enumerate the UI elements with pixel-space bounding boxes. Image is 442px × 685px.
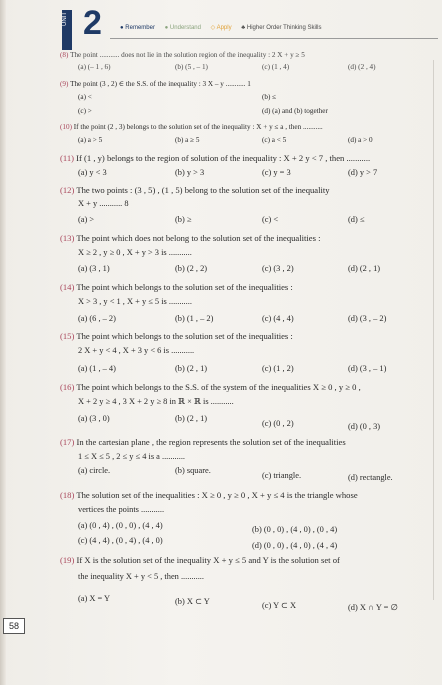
option-c: (c) >: [78, 107, 92, 115]
option-a: (a) (3 , 0): [78, 414, 110, 423]
option-c: (c) (0 , 2): [262, 419, 294, 428]
option-b: (b) (5 , – 1): [175, 63, 208, 71]
question-number: (11): [60, 153, 74, 163]
question-stem: The point (3 , 2) ∈ the S.S. of the inequality : 3 X – y ........... 1: [70, 80, 251, 88]
question-stem: If the point (2 , 3) belongs to the solution set of the inequality : X + y ≤ a , then ...........: [73, 123, 323, 131]
question-stem: If (1 , y) belongs to the region of solution of the inequality : X + 2 y < 7 , then ...........: [76, 153, 371, 163]
question-number: (12): [60, 185, 75, 195]
option-b: (b) (2 , 1): [175, 364, 208, 373]
option-b: (b) (1 , – 2): [175, 314, 214, 323]
option-b: (b) (0 , 0) , (4 , 0) , (0 , 4): [252, 525, 338, 534]
question-number: (14): [60, 282, 75, 292]
question-9: [60, 79, 251, 90]
option-a: (a) (1 , – 4): [78, 364, 116, 373]
question-stem-line-2: 1 ≤ X ≤ 5 , 2 ≤ y ≤ 4 is a ...........: [78, 452, 186, 461]
question-stem-line-2: the inequality X + y < 5 , then ...........: [78, 572, 204, 581]
option-c: (c) (1 , 2): [262, 364, 294, 373]
question-stem: The point which belongs to the solution set of the inequalities :: [76, 331, 293, 341]
option-d: (d) (3 , – 2): [348, 314, 387, 323]
question-stem-line-2: X > 3 , y < 1 , X + y ≤ 5 is ...........: [78, 297, 192, 306]
option-c: (c) (3 , 2): [262, 264, 294, 273]
question-stem-line-2: X ≥ 2 , y ≥ 0 , X + y > 3 is ...........: [78, 248, 192, 257]
question-15: [60, 331, 293, 342]
difficulty-legend: [120, 24, 329, 31]
option-b: (b) X ⊂ Y: [175, 597, 210, 606]
option-d: (d) y > 7: [348, 168, 378, 177]
right-margin-line: [433, 60, 434, 600]
header-rule: [110, 38, 438, 39]
question-stem: The point which does not belong to the solution set of the inequalities :: [76, 233, 321, 243]
page-number: 58: [3, 618, 25, 634]
option-a: (a) (3 , 1): [78, 264, 110, 273]
option-c: (c) (1 , 4): [262, 63, 290, 71]
question-number: (16): [60, 382, 75, 392]
option-d: (d) a > 0: [348, 136, 373, 144]
legend-higher-order: ♣ Higher Order Thinking Skills: [241, 25, 322, 31]
question-number: (10): [60, 123, 72, 131]
question-number: (13): [60, 233, 75, 243]
option-c: (c) y = 3: [262, 168, 291, 177]
option-a: (a) >: [78, 215, 95, 224]
question-stem: If X is the solution set of the inequality X + y ≤ 5 and Y is the solution set of: [76, 555, 340, 565]
question-18: [60, 490, 358, 501]
option-b: (b) (2 , 1): [175, 414, 208, 423]
option-d: (d) (0 , 3): [348, 422, 381, 431]
question-number: (9): [60, 80, 69, 88]
legend-understand: ● Understand: [164, 25, 201, 31]
legend-remember: ● Remember: [120, 25, 155, 31]
question-number: (8): [60, 51, 69, 59]
question-12: [60, 185, 330, 196]
question-stem-line-2: X + y ........... 8: [78, 199, 129, 208]
unit-number: 2: [83, 4, 102, 42]
option-a: (a) (6 , – 2): [78, 314, 116, 323]
option-d: (d) (3 , – 1): [348, 364, 387, 373]
option-b: (b) a ≥ 5: [175, 136, 200, 144]
page-fold-shadow: [0, 0, 6, 685]
question-number: (17): [60, 437, 75, 447]
option-a: (a) (0 , 4) , (0 , 0) , (4 , 4): [78, 521, 163, 530]
legend-apply: ◇ Apply: [210, 25, 232, 31]
option-a: (a) <: [78, 93, 92, 101]
option-c: (c) <: [262, 215, 279, 224]
option-a: (a) a > 5: [78, 136, 103, 144]
option-c: (c) (4 , 4) , (0 , 4) , (4 , 0): [78, 536, 163, 545]
option-d: (d) rectangle.: [348, 473, 393, 482]
option-d: (d) ≤: [348, 215, 365, 224]
question-stem: The two points : (3 , 5) , (1 , 5) belong to the solution set of the inequality: [76, 185, 330, 195]
question-stem-line-2: 2 X + y < 4 , X + 3 y < 6 is ...........: [78, 346, 195, 355]
option-a: (a) (– 1 , 6): [78, 63, 111, 71]
question-stem-line-2: X + 2 y ≥ 4 , 3 X + 2 y ≥ 8 in ℝ × ℝ is ...........: [78, 397, 234, 406]
option-d: (d) (2 , 4): [348, 63, 376, 71]
question-11: [60, 153, 370, 164]
question-19: [60, 555, 340, 566]
option-a: (a) y < 3: [78, 168, 107, 177]
question-stem-line-2: vertices the points ...........: [78, 505, 165, 514]
question-stem: The point which belongs to the S.S. of the system of the inequalities X ≥ 0 , y ≥ 0 ,: [76, 382, 361, 392]
option-c: (c) (4 , 4): [262, 314, 294, 323]
unit-label: UNIT: [62, 12, 68, 26]
option-c: (c) Y ⊂ X: [262, 601, 297, 610]
question-stem: The solution set of the inequalities : X ≥ 0 , y ≥ 0 , X + y ≤ 4 is the triangle whose: [76, 490, 358, 500]
question-10: [60, 122, 323, 133]
option-d: (d) (0 , 0) , (4 , 0) , (4 , 4): [252, 541, 338, 550]
question-number: (19): [60, 555, 75, 565]
option-b: (b) (2 , 2): [175, 264, 208, 273]
question-16: [60, 382, 361, 393]
option-b: (b) ≥: [175, 215, 192, 224]
option-b: (b) y > 3: [175, 168, 205, 177]
option-d: (d) (a) and (b) together: [262, 107, 328, 115]
question-13: [60, 233, 321, 244]
option-d: (d) X ∩ Y = ∅: [348, 603, 398, 612]
question-stem: The point which belongs to the solution set of the inequalities :: [76, 282, 293, 292]
option-a: (a) circle.: [78, 466, 111, 475]
question-14: [60, 282, 293, 293]
option-b: (b) ≤: [262, 93, 277, 101]
option-c: (c) triangle.: [262, 471, 302, 480]
option-b: (b) square.: [175, 466, 211, 475]
option-c: (c) a < 5: [262, 136, 287, 144]
option-d: (d) (2 , 1): [348, 264, 381, 273]
question-8: [60, 50, 305, 61]
question-number: (15): [60, 331, 75, 341]
option-a: (a) X = Y: [78, 594, 111, 603]
question-stem: The point ........... does not lie in the solution region of the inequality : 2 X + y ≥ 5: [70, 51, 305, 59]
question-stem: In the cartesian plane , the region represents the solution set of the inequalities: [76, 437, 346, 447]
question-number: (18): [60, 490, 75, 500]
question-17: [60, 437, 346, 448]
